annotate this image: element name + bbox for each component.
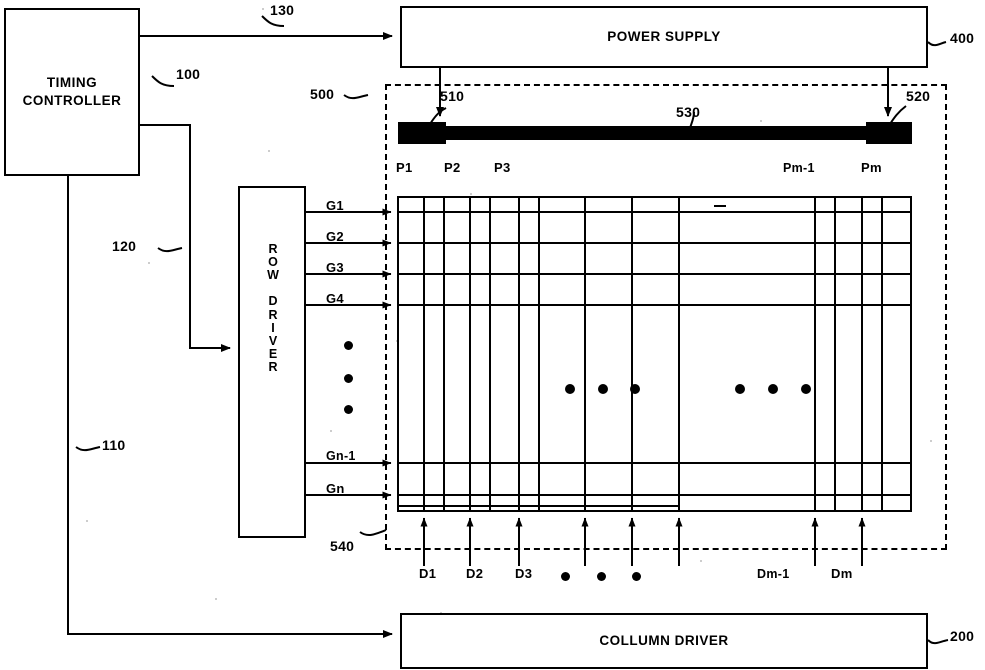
vertical-ellipsis-dot [344,374,353,383]
gate-label-g3: G3 [326,260,344,275]
data-label-d2: D2 [466,566,484,581]
data-label-d1: D1 [419,566,437,581]
pixel-label-p2: P2 [444,160,461,175]
ref-530: 530 [676,104,701,120]
matrix-ellipsis-dot [565,384,575,394]
block-power-supply-label: POWER SUPPLY [607,28,721,44]
horizontal-ellipsis-dot [597,572,606,581]
matrix-ellipsis-dot [735,384,745,394]
ref-540: 540 [330,538,355,554]
ref-520: 520 [906,88,931,104]
matrix-ellipsis-dot [768,384,778,394]
horizontal-ellipsis-dot [561,572,570,581]
data-label-d3: D3 [515,566,533,581]
gate-label-gn-1: Gn-1 [326,449,356,463]
ref-500: 500 [310,86,335,102]
matrix-ellipsis-dot [801,384,811,394]
vertical-ellipsis-dot [344,405,353,414]
ref-100: 100 [176,66,201,82]
pixel-label-pm-1: Pm-1 [783,161,815,175]
vertical-ellipsis-dot [344,341,353,350]
ref-200: 200 [950,628,975,644]
pixel-label-p1: P1 [396,160,413,175]
pixel-label-pm: Pm [861,160,882,175]
matrix-ellipsis-dot [598,384,608,394]
block-timing-controller-label: TIMING CONTROLLER [22,74,122,108]
ref-130: 130 [270,2,295,18]
ref-510: 510 [440,88,465,104]
pixel-label-p3: P3 [494,160,511,175]
horizontal-ellipsis-dot [632,572,641,581]
block-column-driver-label: COLLUMN DRIVER [599,632,729,648]
gate-label-g1: G1 [326,198,344,213]
data-label-dm-1: Dm-1 [757,567,790,581]
data-label-dm: Dm [831,566,853,581]
gate-label-g2: G2 [326,229,344,244]
ref-110: 110 [102,437,126,453]
matrix-ellipsis-dot [630,384,640,394]
block-row-driver-label: R O W D R I V E R [267,242,279,374]
ref-400: 400 [950,30,975,46]
gate-label-g4: G4 [326,291,344,306]
gate-label-gn: Gn [326,481,345,496]
ref-120: 120 [112,238,137,254]
